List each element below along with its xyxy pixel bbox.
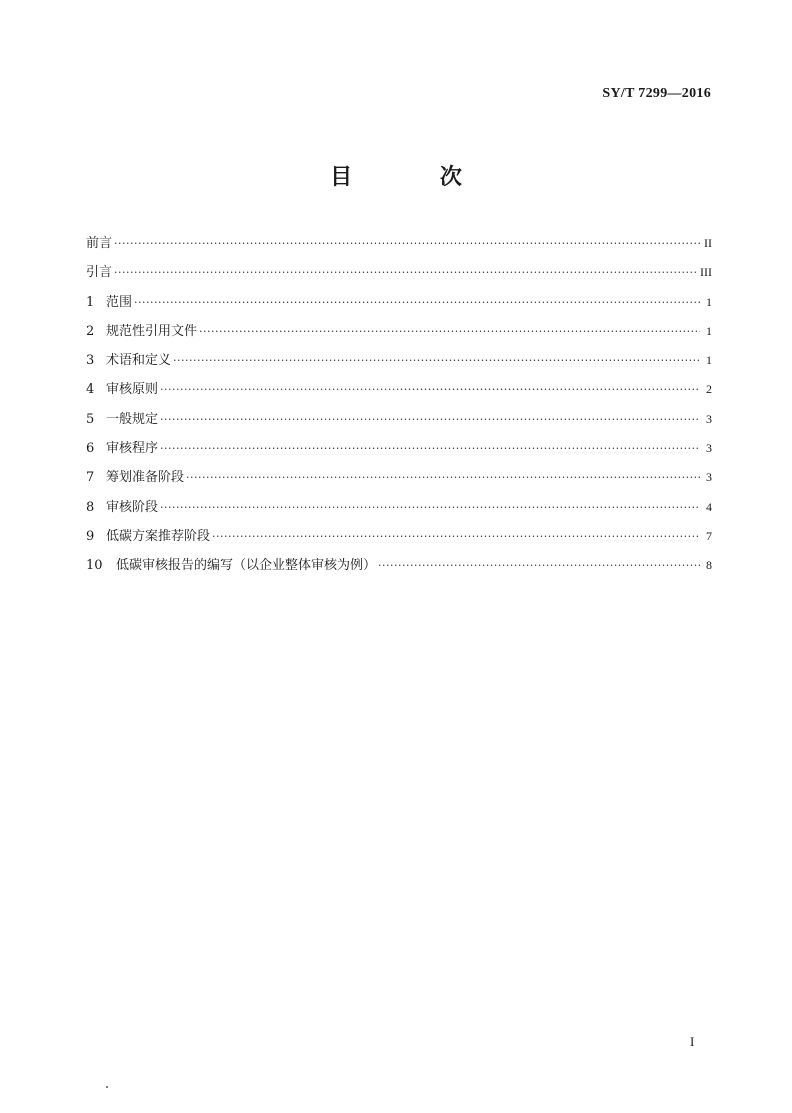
page-title: 目 次 bbox=[330, 164, 502, 190]
toc-entry-1[interactable] bbox=[86, 291, 712, 320]
toc-entry-foreword[interactable] bbox=[86, 232, 712, 261]
toc-section-number: 7 bbox=[86, 470, 95, 486]
toc-leader-dots bbox=[186, 471, 700, 484]
toc-entry-introduction[interactable] bbox=[86, 261, 712, 290]
toc-leader-dots bbox=[378, 559, 700, 572]
toc-leader-dots bbox=[212, 530, 700, 543]
toc-section-number: 2 bbox=[86, 323, 95, 339]
toc-section-number: 9 bbox=[86, 528, 95, 544]
toc-section-number: 6 bbox=[86, 441, 95, 457]
toc-label: 审核阶段 bbox=[106, 499, 159, 515]
toc-label: 审核程序 bbox=[106, 441, 159, 457]
toc-label: 范围 bbox=[106, 294, 133, 310]
toc-entry-7[interactable] bbox=[86, 466, 712, 495]
toc-entry-3[interactable] bbox=[86, 349, 712, 378]
toc-label: 引言 bbox=[86, 265, 113, 281]
toc-leader-dots bbox=[114, 266, 698, 279]
toc-entry-9[interactable] bbox=[86, 525, 712, 554]
toc-section-number: 8 bbox=[86, 499, 95, 515]
toc-page-number: 4 bbox=[706, 499, 712, 514]
toc-leader-dots bbox=[114, 237, 700, 250]
toc-page-number: 1 bbox=[706, 294, 712, 309]
toc-label: 一般规定 bbox=[106, 411, 159, 427]
toc-entry-8[interactable] bbox=[86, 496, 712, 525]
toc-leader-dots bbox=[173, 354, 700, 367]
toc-page-number: III bbox=[700, 265, 712, 280]
toc-page-number: 3 bbox=[706, 411, 712, 426]
toc-entry-5[interactable] bbox=[86, 408, 712, 437]
toc-section-number: 5 bbox=[86, 411, 95, 427]
toc-page-number: 3 bbox=[706, 470, 712, 485]
toc-page-number: II bbox=[704, 236, 712, 250]
toc-label: 规范性引用文件 bbox=[106, 323, 198, 339]
toc-entry-4[interactable] bbox=[86, 378, 712, 407]
toc-entry-6[interactable] bbox=[86, 437, 712, 466]
toc-entry-10[interactable] bbox=[86, 554, 712, 583]
toc-label: 前言 bbox=[86, 236, 113, 251]
toc-page-number: 1 bbox=[706, 353, 712, 368]
toc-page-number: 7 bbox=[706, 528, 712, 543]
page-number: I bbox=[690, 1034, 695, 1049]
scan-speck bbox=[106, 1086, 108, 1088]
toc-label: 审核原则 bbox=[106, 382, 159, 398]
toc-page-number: 8 bbox=[706, 558, 712, 573]
toc-page-number: 2 bbox=[706, 382, 712, 397]
toc-label: 低碳审核报告的编写（以企业整体审核为例） bbox=[116, 558, 377, 574]
toc-entry-2[interactable] bbox=[86, 320, 712, 349]
toc-leader-dots bbox=[160, 383, 700, 396]
toc-section-number: 4 bbox=[86, 382, 95, 398]
table-of-contents bbox=[86, 232, 712, 584]
toc-section-number: 3 bbox=[86, 353, 95, 369]
toc-section-number: 1 bbox=[86, 294, 95, 310]
toc-page-number: 3 bbox=[706, 441, 712, 456]
toc-label: 低碳方案推荐阶段 bbox=[106, 528, 211, 544]
toc-leader-dots bbox=[134, 296, 700, 309]
toc-label: 术语和定义 bbox=[106, 353, 172, 369]
toc-leader-dots bbox=[160, 413, 700, 426]
toc-leader-dots bbox=[160, 442, 700, 455]
toc-leader-dots bbox=[160, 501, 700, 514]
standard-code: SY/T 7299—2016 bbox=[602, 86, 711, 101]
toc-leader-dots bbox=[199, 325, 700, 338]
toc-label: 筹划准备阶段 bbox=[106, 470, 185, 486]
toc-section-number: 10 bbox=[86, 558, 103, 574]
toc-page-number: 1 bbox=[706, 323, 712, 338]
